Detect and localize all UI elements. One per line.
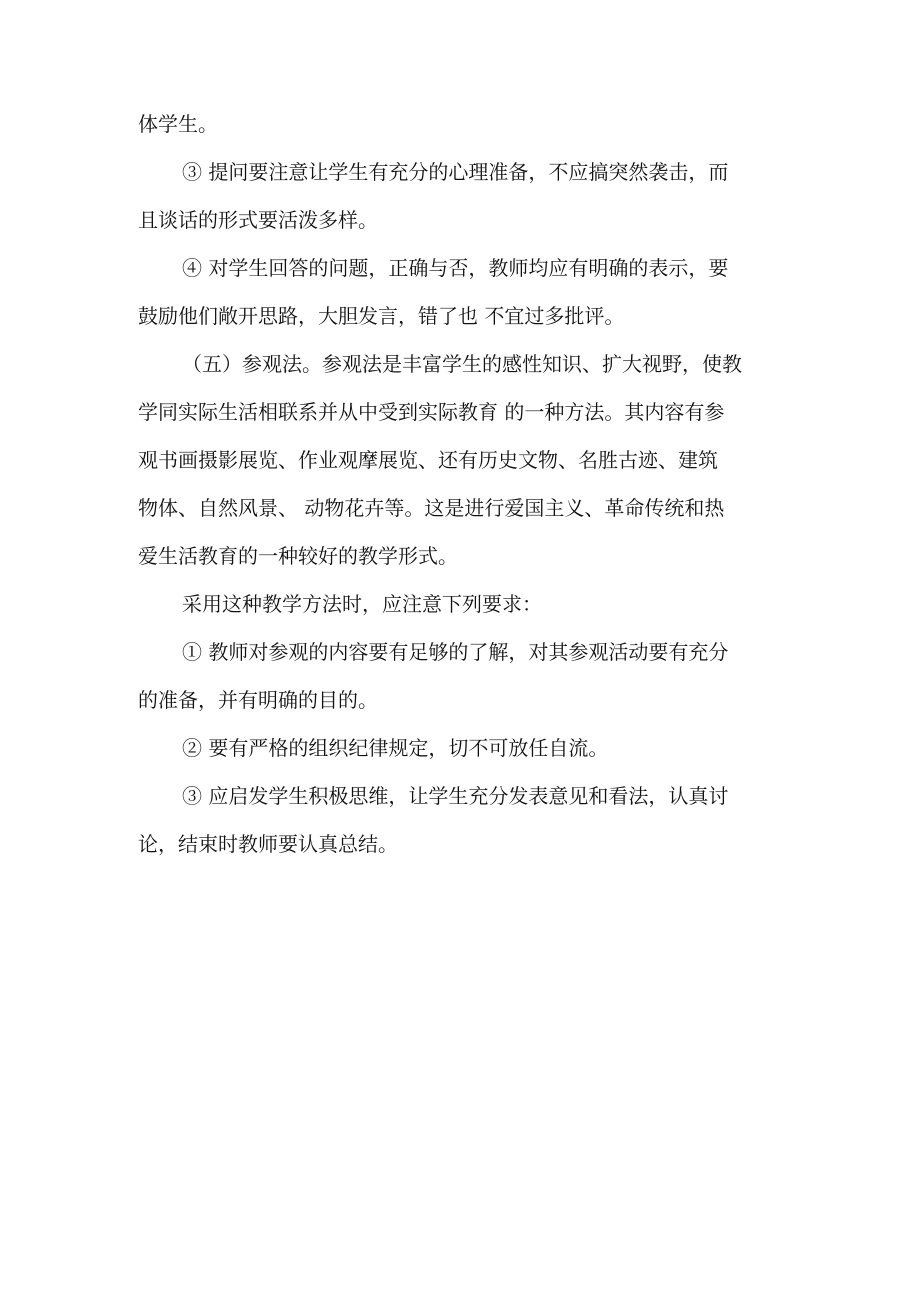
text-line: ④ 对学生回答的问题，正确与否，教师均应有明确的表示，要: [182, 256, 729, 280]
text-line: 爱生活教育的一种较好的教学形式。: [138, 544, 458, 568]
text-line: 采用这种教学方法时，应注意下列要求：: [182, 592, 542, 616]
document-body: [138, 112, 778, 880]
text-line: 论，结束时教师要认真总结。: [138, 832, 398, 856]
text-line: ③ 应启发学生积极思维，让学生充分发表意见和看法，认真讨: [182, 784, 729, 808]
text-line: ③ 提问要注意让学生有充分的心理准备，不应搞突然袭击，而: [182, 160, 729, 184]
text-line: （五）参观法。参观法是丰富学生的感性知识、扩大视野，使教: [182, 352, 742, 376]
text-line: ① 教师对参观的内容要有足够的了解，对其参观活动要有充分: [182, 640, 729, 664]
text-line: 鼓励他们敞开思路，大胆发言，错了也 不宜过多批评。: [138, 304, 625, 328]
text-line: 学同实际生活相联系并从中受到实际教育 的一种方法。其内容有参: [138, 400, 725, 424]
text-line: ② 要有严格的组织纪律规定，切不可放任自流。: [182, 736, 609, 760]
text-line: 物体、自然风景、 动物花卉等。这是进行爱国主义、革命传统和热: [138, 496, 725, 520]
text-line: 体学生。: [138, 112, 218, 136]
text-line: 的准备，并有明确的目的。: [138, 688, 378, 712]
text-line: 观书画摄影展览、作业观摩展览、还有历史文物、名胜古迹、建筑: [138, 448, 718, 472]
text-line: 且谈话的形式要活泼多样。: [138, 208, 378, 232]
